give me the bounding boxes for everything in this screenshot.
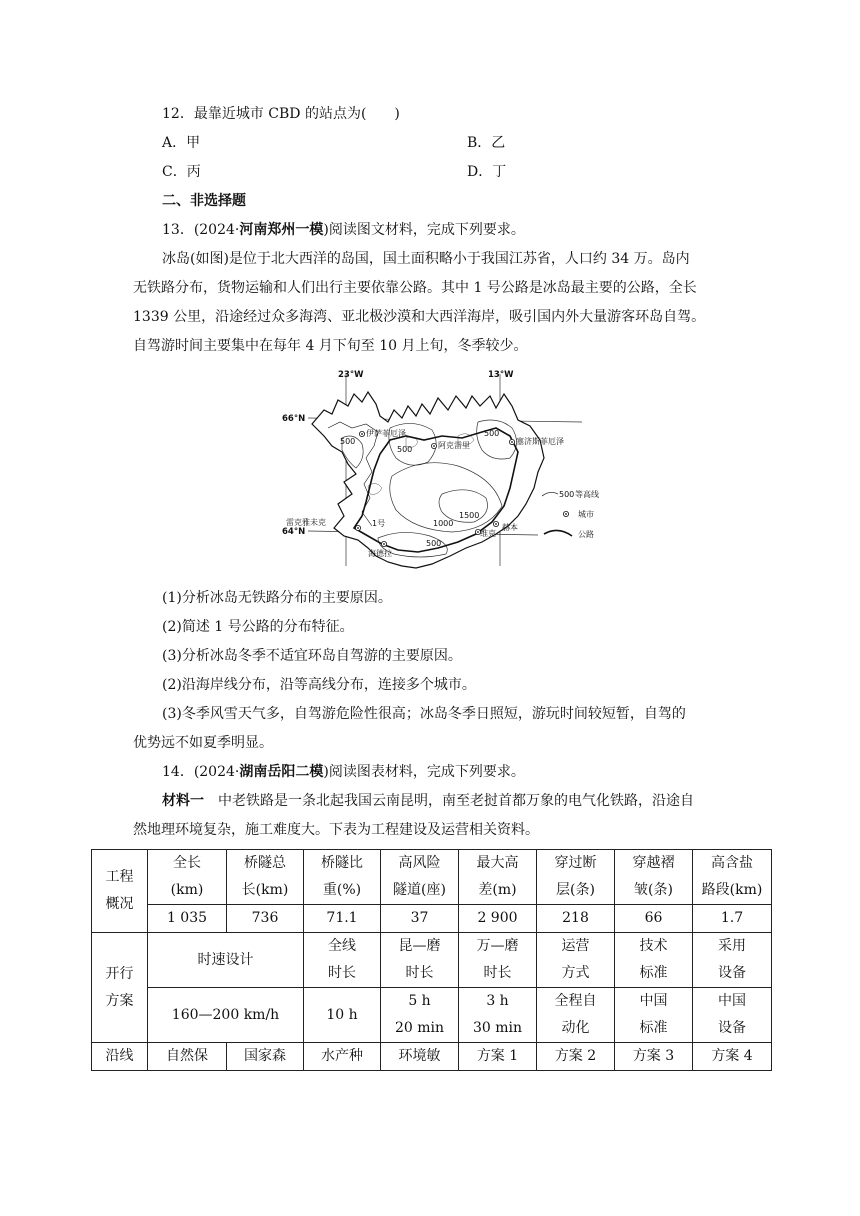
header-bridge-tunnel-ratio: 桥隧比 重(%) <box>304 850 381 905</box>
legend-city-label: 城市 <box>578 510 594 519</box>
city-label-reykjavik: 雷克雅未克 <box>286 518 326 527</box>
header-folds: 穿越褶 皱(条) <box>615 850 693 905</box>
map-legend <box>542 489 599 539</box>
label-13w: 13°W <box>488 370 514 380</box>
q12-option-d: D．丁 <box>467 164 507 180</box>
legend-road-swatch <box>544 530 572 536</box>
value-saline-sections: 1.7 <box>693 905 772 933</box>
q14-material-line-1 <box>162 791 694 811</box>
legend-contour-value: 500 <box>559 490 575 499</box>
header-high-risk-tunnels: 高风险 隧道(座) <box>381 850 459 905</box>
value-max-elevation-diff: 2 900 <box>459 905 537 933</box>
q14-material-label: 材料一 <box>162 793 204 809</box>
cell-env-sensitive: 环境敏 <box>381 1043 459 1071</box>
value-kunming-mohan-duration: 5 h 20 min <box>381 988 459 1043</box>
q13-source: 河南郑州一模 <box>239 222 324 238</box>
header-full-duration: 全线 时长 <box>304 933 381 988</box>
table-row-operation-values <box>92 988 772 1043</box>
row-label-operation: 开行 方案 <box>92 933 148 1043</box>
q13-answer-3: (3)冬季风雪天气多，自驾游危险性很高；冰岛冬季日照短，游玩时间较短暂，自驾的 <box>162 706 686 722</box>
section-heading: 二、非选择题 <box>162 193 246 209</box>
city-akureyri <box>431 440 470 450</box>
q13-para-1: 冰岛(如图)是位于北大西洋的岛国，国土面积略小于我国江苏省，人口约 34 万。岛内 <box>162 251 690 267</box>
label-66n: 66°N <box>282 414 306 424</box>
header-kunming-mohan-duration: 昆—磨 时长 <box>381 933 459 988</box>
q14-source: 湖南岳阳二模 <box>239 764 324 780</box>
table-row-operation-header <box>92 933 772 988</box>
header-operation-mode: 运营 方式 <box>537 933 615 988</box>
contour-label-500-north: 500 <box>397 445 413 454</box>
header-total-length: 全长 (km) <box>148 850 227 905</box>
value-full-duration: 10 h <box>304 988 381 1043</box>
city-label-isafjordur: 伊萨菲厄泽 <box>366 429 406 438</box>
label-23w: 23°W <box>338 370 364 380</box>
cell-aquatic-germplasm: 水产种 <box>304 1043 381 1071</box>
label-64n: 64°N <box>282 527 306 537</box>
city-label-seydisfjordur: 塞济斯菲厄泽 <box>516 437 564 446</box>
q13-number: 13．(2024· <box>162 222 240 238</box>
header-technical-standard: 技术 标准 <box>615 933 693 988</box>
legend-contour-swatch <box>542 492 558 496</box>
cell-nature-reserve: 自然保 <box>148 1043 227 1071</box>
contour-label-500-east: 500 <box>484 429 500 438</box>
q13-sub-3: (3)分析冰岛冬季不适宜环岛自驾游的主要原因。 <box>162 648 462 664</box>
q12-option-c: C．丙 <box>162 164 201 180</box>
value-speed-design: 160—200 km/h <box>148 988 304 1043</box>
q13-sub-2: (2)简述 1 号公路的分布特征。 <box>162 619 354 635</box>
value-total-length: 1 035 <box>148 905 227 933</box>
q14-prompt: )阅读图表材料，完成下列要求。 <box>323 764 525 780</box>
table-row-overview-header <box>92 850 772 905</box>
city-label-hella: 海德拉 <box>368 549 392 558</box>
cell-national-forest: 国家森 <box>227 1043 304 1071</box>
city-label-akureyri: 阿克雷里 <box>438 441 470 450</box>
cell-plan-1: 方案 1 <box>459 1043 537 1071</box>
q14-number: 14．(2024· <box>162 764 240 780</box>
q13-answer-3-cont: 优势远不如夏季明显。 <box>133 735 273 751</box>
row-label-overview: 工程 概况 <box>92 850 148 933</box>
header-faults: 穿过断 层(条) <box>537 850 615 905</box>
legend-road-label: 公路 <box>578 530 594 539</box>
q13-answer-2: (2)沿海岸线分布，沿等高线分布，连接多个城市。 <box>162 677 476 693</box>
table-row-overview-values <box>92 905 772 933</box>
legend-contour-label: 等高线 <box>575 490 599 499</box>
q13-para-3: 1339 公里，沿途经过众多海湾、亚北极沙漠和大西洋海岸，吸引国内外大量游客环岛自驾。 <box>133 309 706 325</box>
q13-heading <box>162 220 525 240</box>
header-vientiane-boten-duration: 万—磨 时长 <box>459 933 537 988</box>
q13-prompt: )阅读图文材料，完成下列要求。 <box>323 222 525 238</box>
city-seydisfjordur <box>509 436 564 446</box>
value-bridge-tunnel-length: 736 <box>227 905 304 933</box>
q14-heading <box>162 762 525 782</box>
q14-material-text-1: 中老铁路是一条北起我国云南昆明，南至老挝首都万象的电气化铁路，沿途自 <box>204 793 694 809</box>
city-label-hofn: 赫本 <box>502 523 518 532</box>
city-isafjordur <box>359 428 406 438</box>
contour-label-1500: 1500 <box>459 511 480 520</box>
q13-sub-1: (1)分析冰岛无铁路分布的主要原因。 <box>162 590 392 606</box>
value-technical-standard: 中国 标准 <box>615 988 693 1043</box>
contour-label-500-south: 500 <box>426 539 442 548</box>
header-speed-design: 时速设计 <box>148 933 304 988</box>
q12-stem: 12．最靠近城市 CBD 的站点为( ) <box>162 106 400 122</box>
value-folds: 66 <box>615 905 693 933</box>
iceland-map <box>282 366 614 578</box>
value-faults: 218 <box>537 905 615 933</box>
q12-option-b: B．乙 <box>467 135 506 151</box>
header-equipment: 采用 设备 <box>693 933 772 988</box>
value-vientiane-boten-duration: 3 h 30 min <box>459 988 537 1043</box>
q13-para-4: 自驾游时间主要集中在每年 4 月下旬至 10 月上旬，冬季较少。 <box>133 338 528 354</box>
contour-label-1000: 1000 <box>433 519 454 528</box>
header-max-elevation-diff: 最大高 差(m) <box>459 850 537 905</box>
header-bridge-tunnel-length: 桥隧总 长(km) <box>227 850 304 905</box>
cell-plan-3: 方案 3 <box>615 1043 693 1071</box>
value-operation-mode: 全程自 动化 <box>537 988 615 1043</box>
project-table <box>91 849 772 1071</box>
value-bridge-tunnel-ratio: 71.1 <box>304 905 381 933</box>
value-equipment: 中国 设备 <box>693 988 772 1043</box>
header-saline-sections: 高含盐 路段(km) <box>693 850 772 905</box>
road-label: 1号 <box>372 519 386 528</box>
q12-option-a: A．甲 <box>162 135 201 151</box>
q13-para-2: 无铁路分布，货物运输和人们出行主要依靠公路。其中 1 号公路是冰岛最主要的公路，全长 <box>133 280 697 296</box>
q14-material-line-2: 然地理环境复杂，施工难度大。下表为工程建设及运营相关资料。 <box>133 822 539 838</box>
cell-plan-2: 方案 2 <box>537 1043 615 1071</box>
table-row-along-line <box>92 1043 772 1071</box>
city-label-vik: 维克 <box>480 529 496 538</box>
value-high-risk-tunnels: 37 <box>381 905 459 933</box>
row-label-along-line: 沿线 <box>92 1043 148 1071</box>
cell-plan-4: 方案 4 <box>693 1043 772 1071</box>
contour-label-500-west: 500 <box>340 437 356 446</box>
